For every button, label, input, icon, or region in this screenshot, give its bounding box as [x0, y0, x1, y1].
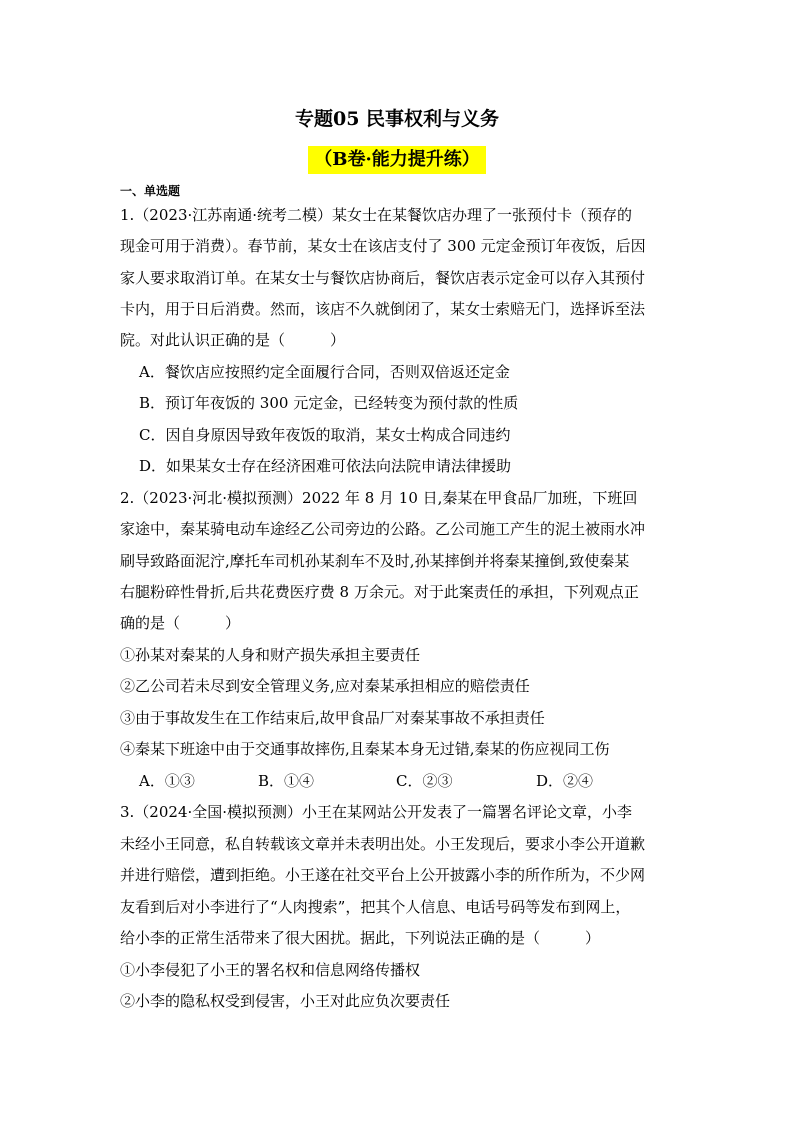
q1-option-a: A．餐饮店应按照约定全面履行合同，否则双倍返还定金	[139, 363, 510, 381]
page-title: 专题05 民事权利与义务	[294, 108, 500, 130]
q1-option-d: D．如果某女士存在经济困难可依法向法院申请法律援助	[139, 457, 512, 475]
q1-line: 现金可用于消费）。春节前，某女士在该店支付了 300 元定金预订年夜饭，后因	[120, 237, 646, 255]
q3-line: 给小李的正常生活带来了很大困扰。据此，下列说法正确的是（ ）	[120, 929, 601, 947]
q2-choice-a: A．①③	[139, 772, 195, 790]
q1-line: 院。对此认识正确的是（ ）	[120, 331, 346, 349]
q3-line: 友看到后对小李进行了“人肉搜索”，把其个人信息、电话号码等发布到网上，	[120, 898, 631, 916]
page-subtitle: （B卷·能力提升练）	[308, 146, 485, 174]
q3-line: 并进行赔偿，遭到拒绝。小王遂在社交平台上公开披露小李的所作所为，不少网	[120, 866, 646, 884]
q2-choice-d: D．②④	[536, 772, 594, 790]
q2-line: 刷导致路面泥泞,摩托车司机孙某刹车不及时,孙某摔倒并将秦某撞倒,致使秦某	[120, 552, 630, 570]
q1-option-c: C．因自身原因导致年夜饭的取消，某女士构成合同违约	[139, 426, 511, 444]
q3-statement-2: ②小李的隐私权受到侵害，小王对此应负次要责任	[120, 992, 451, 1010]
q2-line: 2.（2023·河北·模拟预测）2022 年 8 月 10 日,秦某在甲食品厂加班，下班回	[120, 489, 638, 507]
q3-line: 未经小王同意，私自转载该文章并未表明出处。小王发现后，要求小李公开道歉	[120, 835, 646, 853]
q1-option-b: B．预订年夜饭的 300 元定金，已经转变为预付款的性质	[139, 394, 519, 412]
subtitle-wrap	[0, 146, 794, 174]
q2-statement-3: ③由于事故发生在工作结束后,故甲食品厂对秦某事故不承担责任	[120, 709, 545, 727]
q1-line: 卡内，用于日后消费。然而，该店不久就倒闭了，某女士索赔无门，选择诉至法	[120, 300, 646, 318]
q2-line: 家途中，秦某骑电动车途经乙公司旁边的公路。乙公司施工产生的泥土被雨水冲	[120, 520, 646, 538]
q1-line: 家人要求取消订单。在某女士与餐饮店协商后，餐饮店表示定金可以存入其预付	[120, 269, 646, 287]
q2-line: 确的是（ ）	[120, 614, 241, 632]
q2-choice-b: B．①④	[258, 772, 315, 790]
q2-statement-4: ④秦某下班途中由于交通事故摔伤,且秦某本身无过错,秦某的伤应视同工伤	[120, 740, 610, 758]
q3-statement-1: ①小李侵犯了小王的署名权和信息网络传播权	[120, 961, 421, 979]
q2-choice-c: C．②③	[396, 772, 453, 790]
q2-statement-1: ①孙某对秦某的人身和财产损失承担主要责任	[120, 646, 421, 664]
q2-line: 右腿粉碎性骨折,后共花费医疗费 8 万余元。对于此案责任的承担，下列观点正	[120, 583, 639, 601]
section-heading: 一、单选题	[120, 184, 181, 198]
q2-statement-2: ②乙公司若未尽到安全管理义务,应对秦某承担相应的赔偿责任	[120, 677, 530, 695]
q1-line: 1.（2023·江苏南通·统考二模）某女士在某餐饮店办理了一张预付卡（预存的	[120, 206, 633, 224]
q3-line: 3.（2024·全国·模拟预测）小王在某网站公开发表了一篇署名评论文章，小李	[120, 803, 633, 821]
